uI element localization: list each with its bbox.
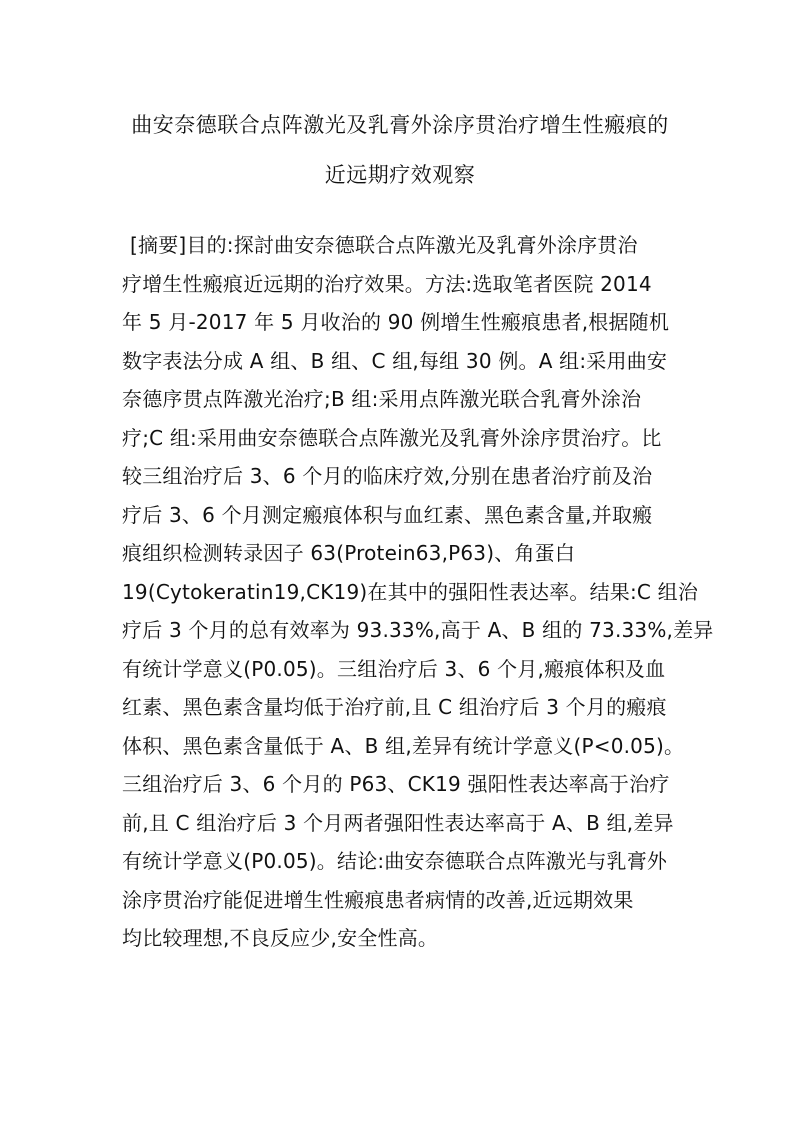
- abstract-line: 体积、黑色素含量低于 A、B 组,差异有统计学意义(P<0.05)。: [122, 733, 685, 758]
- abstract-line: 疗增生性瘢痕近远期的治疗效果。方法:选取笔者医院 2014: [122, 271, 652, 296]
- abstract-line: 奈德序贯点阵激光治疗;B 组:采用点阵激光联合乳膏外涂治: [122, 387, 642, 411]
- abstract-line: 年 5 月-2017 年 5 月收治的 90 例增生性瘢痕患者,根据随机: [122, 310, 670, 334]
- article-title: [0, 100, 800, 200]
- abstract-line: 前,且 C 组治疗后 3 个月两者强阳性表达率高于 A、B 组,差异: [122, 810, 674, 835]
- abstract-line: 均比较理想,不良反应少,安全性高。: [122, 926, 439, 950]
- abstract-line: 痕组织检测转录因子 63(Protein63,P63)、角蛋白: [122, 541, 576, 565]
- abstract-line: 疗后 3 个月的总有效率为 93.33%,高于 A、B 组的 73.33%,差异: [122, 618, 714, 642]
- abstract-line: 三组治疗后 3、6 个月的 P63、CK19 强阳性表达率高于治疗: [122, 772, 670, 796]
- abstract-line: 疗;C 组:采用曲安奈德联合点阵激光及乳膏外涂序贯治疗。比: [122, 425, 662, 450]
- abstract-line: 数字表法分成 A 组、B 组、C 组,每组 30 例。A 组:采用曲安: [122, 348, 668, 373]
- abstract-line: 有统计学意义(P0.05)。三组治疗后 3、6 个月,瘢痕体积及血: [122, 656, 666, 681]
- abstract-line: 涂序贯治疗能促进增生性瘢痕患者病情的改善,近远期效果: [122, 887, 634, 912]
- abstract-line: 较三组治疗后 3、6 个月的临床疗效,分别在患者治疗前及治: [122, 464, 653, 488]
- abstract-line: 有统计学意义(P0.05)。结论:曲安奈德联合点阵激光与乳膏外: [122, 849, 668, 873]
- title-line-1: 曲安奈德联合点阵激光及乳膏外涂序贯治疗增生性瘢痕的: [131, 113, 669, 137]
- abstract-line: 19(Cytokeratin19,CK19)在其中的强阳性表达率。结果:C 组治: [122, 579, 699, 604]
- title-line-2: 近远期疗效观察: [324, 163, 476, 187]
- abstract-line: 疗后 3、6 个月测定瘢痕体积与血红素、黑色素含量,并取瘢: [122, 502, 653, 527]
- abstract-body: [122, 226, 714, 958]
- abstract-line: [摘要]目的:探討曲安奈德联合点阵激光及乳膏外涂序贯治: [130, 233, 638, 257]
- abstract-line: 红素、黑色素含量均低于治疗前,且 C 组治疗后 3 个月的瘢痕: [122, 695, 667, 719]
